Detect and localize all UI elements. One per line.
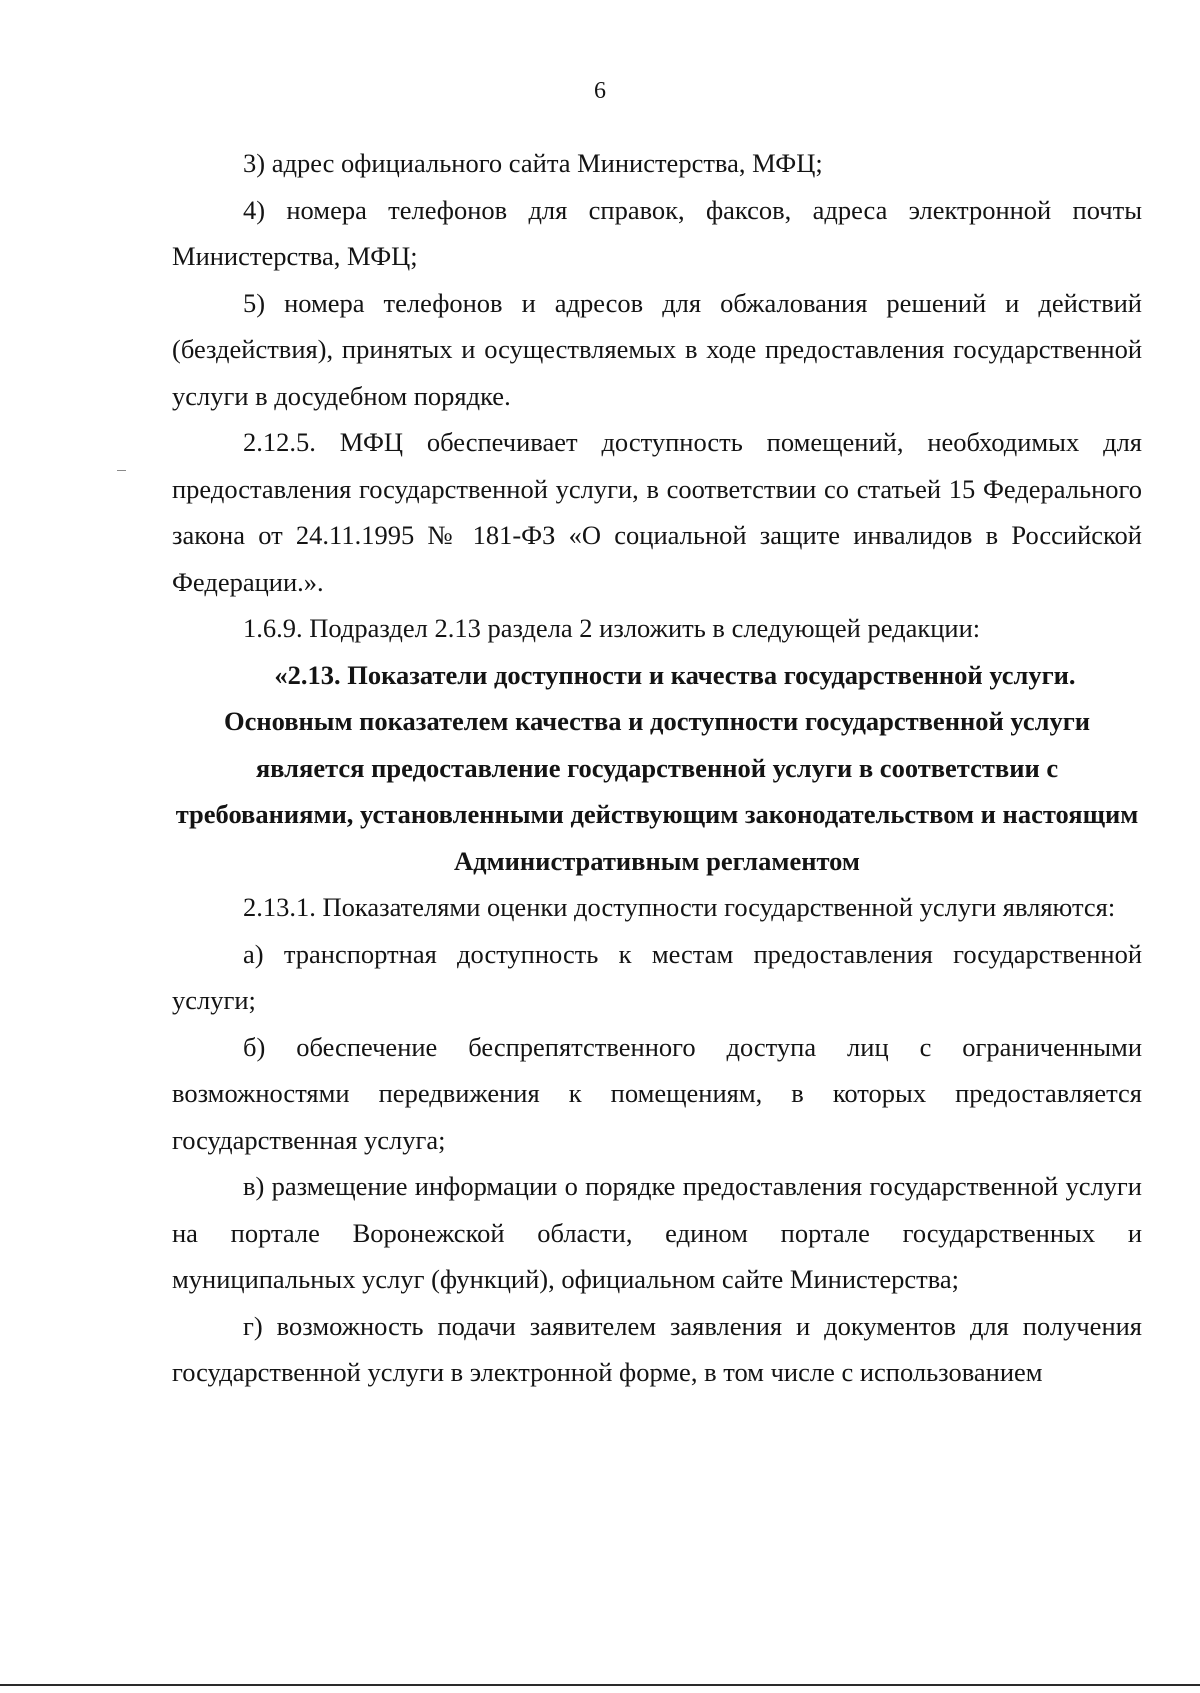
list-item-g: г) возможность подачи заявителем заявления и документов для получения государственной услуги в электронной форме, в том числе с использованием <box>172 1310 1142 1387</box>
section-heading-body: Основным показателем качества и доступности государственной услуги является предоставление государственной услуги в соответствии с требованиями, установленными действующим законодательством и настоящим Административным регламентом <box>175 706 1139 876</box>
page-number: 6 <box>594 78 606 104</box>
paragraph-phones: 4) номера телефонов для справок, факсов, адреса электронной почты Министерства, МФЦ; <box>172 194 1142 271</box>
paragraph-1-6-9: 1.6.9. Подраздел 2.13 раздела 2 изложить в следующей редакции: <box>243 613 981 643</box>
list-item-a: а) транспортная доступность к местам предоставления государственной услуги; <box>172 938 1142 1015</box>
document-body <box>172 140 1142 1396</box>
paragraph-2-12-5: 2.12.5. МФЦ обеспечивает доступность помещений, необходимых для предоставления государственной услуги, в соответствии со статьей 15 Федерального закона от 24.11.1995 № 181-ФЗ «О социальной защите инвалидов в Российской Федерации.». <box>172 427 1142 597</box>
page-bottom-rule <box>0 1684 1200 1686</box>
section-heading-title: «2.13. Показатели доступности и качества государственной услуги. <box>274 659 1076 690</box>
paragraph-site-address: 3) адрес официального сайта Министерства, МФЦ; <box>243 148 823 178</box>
list-item-b: б) обеспечение беспрепятственного доступа лиц с ограниченными возможностями передвижения к помещениям, в которых предоставляется государственная услуга; <box>172 1031 1142 1155</box>
scan-margin-mark <box>117 470 126 471</box>
paragraph-2-13-1: 2.13.1. Показателями оценки доступности государственной услуги являются: <box>243 892 1116 922</box>
list-item-v: в) размещение информации о порядке предоставления государственной услуги на портале Воронежской области, едином портале государственных и муниципальных услуг (функций), официальном сайте Министерства; <box>172 1171 1142 1294</box>
paragraph-appeal-contacts: 5) номера телефонов и адресов для обжалования решений и действий (бездействия), принятых и осуществляемых в ходе предоставления государственной услуги в досудебном порядке. <box>172 287 1142 411</box>
